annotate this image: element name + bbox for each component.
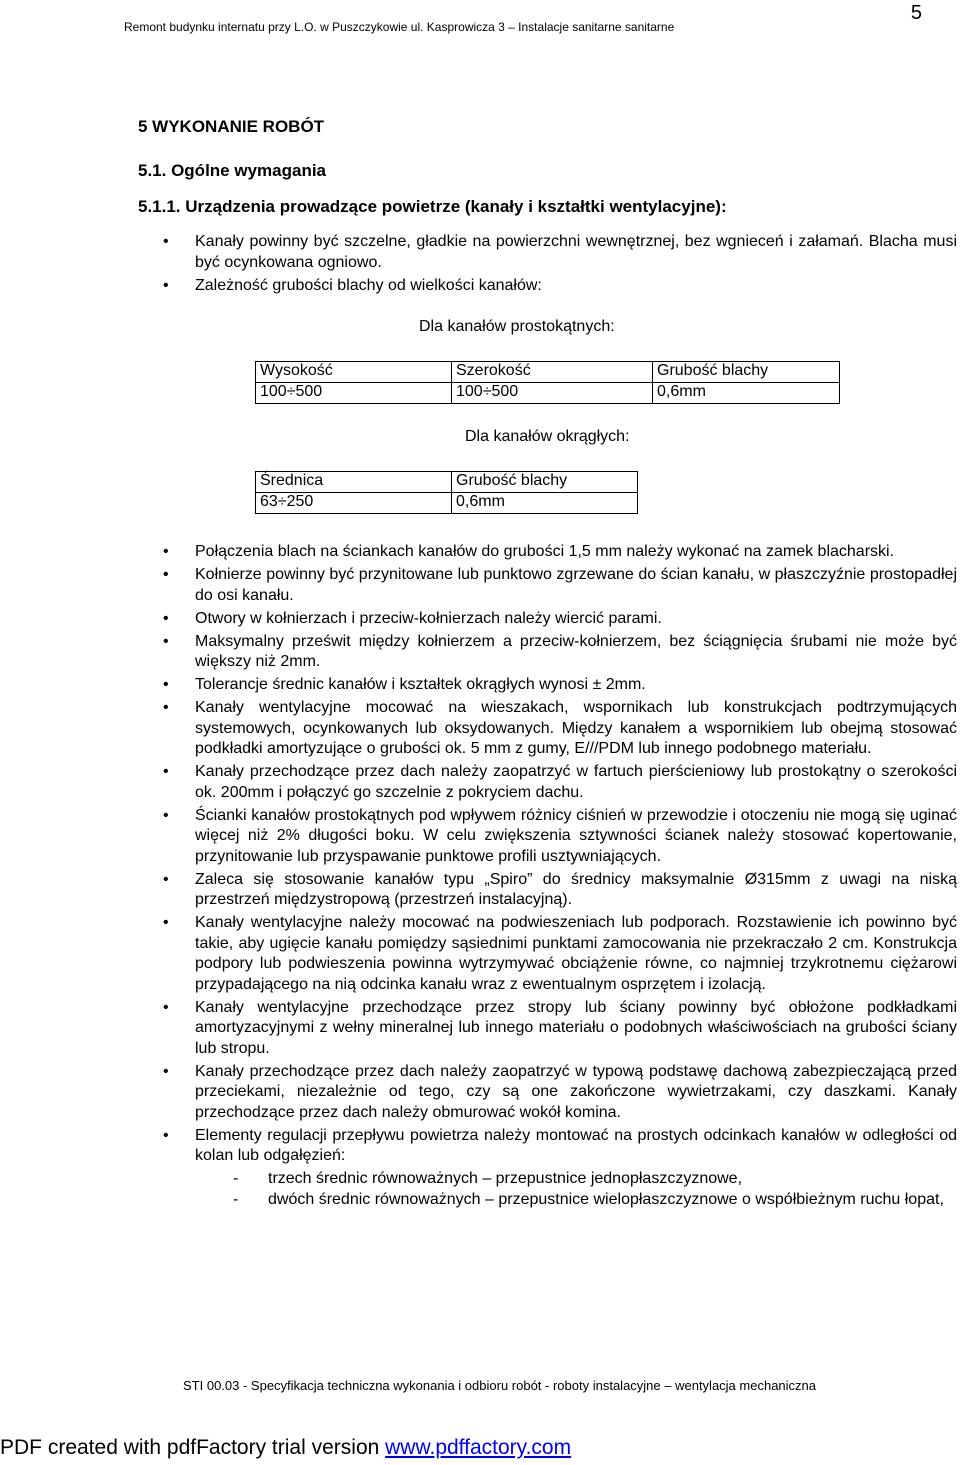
- heading-subsection: 5.1. Ogólne wymagania: [138, 161, 327, 180]
- bullet-icon: •: [163, 763, 169, 780]
- table-cell: 100÷500: [256, 383, 452, 404]
- bullet-icon: •: [163, 806, 169, 824]
- dash-marker: -: [233, 1170, 239, 1187]
- running-header: Remont budynku internatu przy L.O. w Puszczykowie ul. Kasprowicza 3 – Instalacje sanitarne sanitarne: [124, 20, 675, 34]
- table-caption-round: Dla kanałów okrągłych:: [465, 428, 630, 445]
- list-item-text: Kanały wentylacyjne przechodzące przez stropy lub ściany powinny być obłożone podkładkami amortyzacyjnymi z wełny mineralnej lub innego materiału o podobnych właściwościach na grubości ściany lub stropu.: [195, 998, 957, 1057]
- requirements-bullet-list: [163, 542, 957, 1210]
- list-item-text: Zaleca się stosowanie kanałów typu „Spiro” do średnicy maksymalnie Ø315mm z uwagi na niską przestrzeń międzystropową (przestrzeń instalacyjną).: [195, 870, 957, 908]
- list-item-text: Połączenia blach na ściankach kanałów do grubości 1,5 mm należy wykonać na zamek blacharski.: [195, 543, 895, 560]
- table-header-row: [256, 362, 840, 383]
- pdffactory-link[interactable]: www.pdffactory.com: [385, 1436, 572, 1459]
- list-item: [163, 870, 957, 911]
- table-round-ducts: [255, 471, 638, 514]
- bullet-icon: •: [163, 609, 169, 627]
- list-item: [163, 806, 957, 868]
- list-item-text: Zależność grubości blachy od wielkości kanałów:: [195, 276, 542, 294]
- list-item: [163, 276, 957, 297]
- table-cell: 63÷250: [256, 493, 452, 514]
- bullet-icon: •: [163, 233, 169, 250]
- list-item-text: Kanały przechodzące przez dach należy zaopatrzyć w typową podstawę dachową zabezpieczającą przed przeciekami, niezależnie od tego, czy są one zakończone wywietrzakami, czy daszkami. Kanały przechodzące przez dach należy obmurować wokół komina.: [195, 1062, 957, 1121]
- bullet-icon: •: [163, 543, 169, 560]
- table-caption-rect: Dla kanałów prostokątnych:: [419, 318, 615, 335]
- list-item: [163, 565, 957, 606]
- table-header-row: [256, 472, 638, 493]
- page-number: 5: [910, 2, 922, 24]
- bullet-icon: •: [163, 566, 169, 583]
- list-item-text: Kanały wentylacyjne mocować na wieszakach, wspornikach lub konstrukcjach podtrzymujących systemowych, ocynkowanych lub oksydowanych. Między kanałem a wspornikiem lub obejmą stosować podkładki amortyzujące o grubości ok. 5 mm z gumy, E///PDM lub innego podobnego materiału.: [195, 699, 957, 757]
- list-item-text: Kanały wentylacyjne należy mocować na podwieszeniach lub podporach. Rozstawienie ich powinno być takie, aby ugięcie kanału pomiędzy sąsiednimi punktami zamocowania nie przekraczało 2 cm. Konstrukcja podpory lub podwieszenia powinna wytrzymywać obciążenie równe, co najmniej trzykrotnemu ciężarowi przypadającego na nią odcinka kanału wraz z ewentualnym osprzętem i izolacją.: [195, 914, 957, 993]
- list-item: [163, 913, 957, 995]
- bullet-icon: •: [163, 676, 169, 693]
- dash-marker: -: [233, 1190, 239, 1208]
- list-item-text: Ścianki kanałów prostokątnych pod wpływem różnicy ciśnień w przewodzie i otoczeniu nie mogą się uginać więcej niż 2% długości boku. W celu zwiększenia sztywności ścianek należy stosować kopertowanie, przynitowanie lub przyspawanie punktowe profili usztywniających.: [195, 806, 957, 865]
- bullet-icon: •: [163, 1062, 169, 1080]
- bullet-icon: •: [163, 276, 169, 294]
- table-cell: 100÷500: [452, 383, 653, 404]
- table-header-cell: Szerokość: [452, 362, 653, 383]
- pdf-watermark-bar: [0, 1436, 571, 1460]
- table-row: [256, 493, 638, 514]
- list-item: [163, 998, 957, 1060]
- sub-list-item: [163, 1190, 957, 1211]
- table-row: [256, 383, 840, 404]
- list-item: [163, 542, 957, 563]
- sub-list-item: [163, 1169, 957, 1190]
- heading-subsubsection: 5.1.1. Urządzenia prowadzące powietrze (kanały i kształtki wentylacyjne):: [138, 197, 727, 216]
- bullet-icon: •: [163, 699, 169, 716]
- list-item: [163, 232, 957, 273]
- list-item-text: Kołnierze powinny być przynitowane lub punktowo zgrzewane do ścian kanału, w płaszczyźnie prostopadłej do osi kanału.: [195, 566, 957, 604]
- list-item-text: Elementy regulacji przepływu powietrza należy montować na prostych odcinkach kanałów w odległości od kolan lub odgałęzień:: [195, 1126, 957, 1164]
- table-cell: 0,6mm: [452, 493, 638, 514]
- list-item: [163, 762, 957, 803]
- list-item: [163, 1062, 957, 1124]
- list-item: [163, 1126, 957, 1167]
- table-header-cell: Średnica: [256, 472, 452, 493]
- bullet-icon: •: [163, 870, 169, 888]
- bullet-icon: •: [163, 632, 169, 650]
- heading-section: 5 WYKONANIE ROBÓT: [138, 117, 325, 136]
- list-item-text: Otwory w kołnierzach i przeciw-kołnierzach należy wiercić parami.: [195, 609, 662, 627]
- list-item-text: Kanały przechodzące przez dach należy zaopatrzyć w fartuch pierścieniowy lub prostokątny o szerokości ok. 200mm i połączyć go szczelnie z pokryciem dachu.: [195, 763, 957, 801]
- table-cell: 0,6mm: [653, 383, 840, 404]
- pdf-watermark-text: PDF created with pdfFactory trial version: [0, 1436, 386, 1459]
- list-item: [163, 609, 957, 630]
- bullet-icon: •: [163, 914, 169, 931]
- list-item: [163, 675, 957, 696]
- list-item-text: Kanały powinny być szczelne, gładkie na powierzchni wewnętrznej, bez wgnieceń i załamań. Blacha musi być ocynkowana ogniowo.: [195, 233, 957, 271]
- table-header-cell: Grubość blachy: [452, 472, 638, 493]
- intro-bullet-list: [163, 232, 957, 299]
- table-rect-ducts: [255, 361, 840, 404]
- list-item-text: Maksymalny prześwit między kołnierzem a przeciw-kołnierzem, bez ściągnięcia śrubami nie może być większy niż 2mm.: [195, 632, 957, 670]
- sub-list-item-text: trzech średnic równoważnych – przepustnice jednopłaszczyznowe,: [268, 1170, 743, 1187]
- table-header-cell: Grubość blachy: [653, 362, 840, 383]
- sub-list-item-text: dwóch średnic równoważnych – przepustnice wielopłaszczyznowe o współbieżnym ruchu łopat,: [268, 1190, 944, 1208]
- list-item-text: Tolerancje średnic kanałów i kształtek okrągłych wynosi ± 2mm.: [195, 676, 646, 693]
- bullet-icon: •: [163, 998, 169, 1016]
- running-footer: STI 00.03 - Specyfikacja techniczna wykonania i odbioru robót - roboty instalacyjne – wentylacja mechaniczna: [183, 1378, 817, 1393]
- list-item: [163, 698, 957, 760]
- bullet-icon: •: [163, 1126, 169, 1144]
- list-item: [163, 632, 957, 673]
- table-header-cell: Wysokość: [256, 362, 452, 383]
